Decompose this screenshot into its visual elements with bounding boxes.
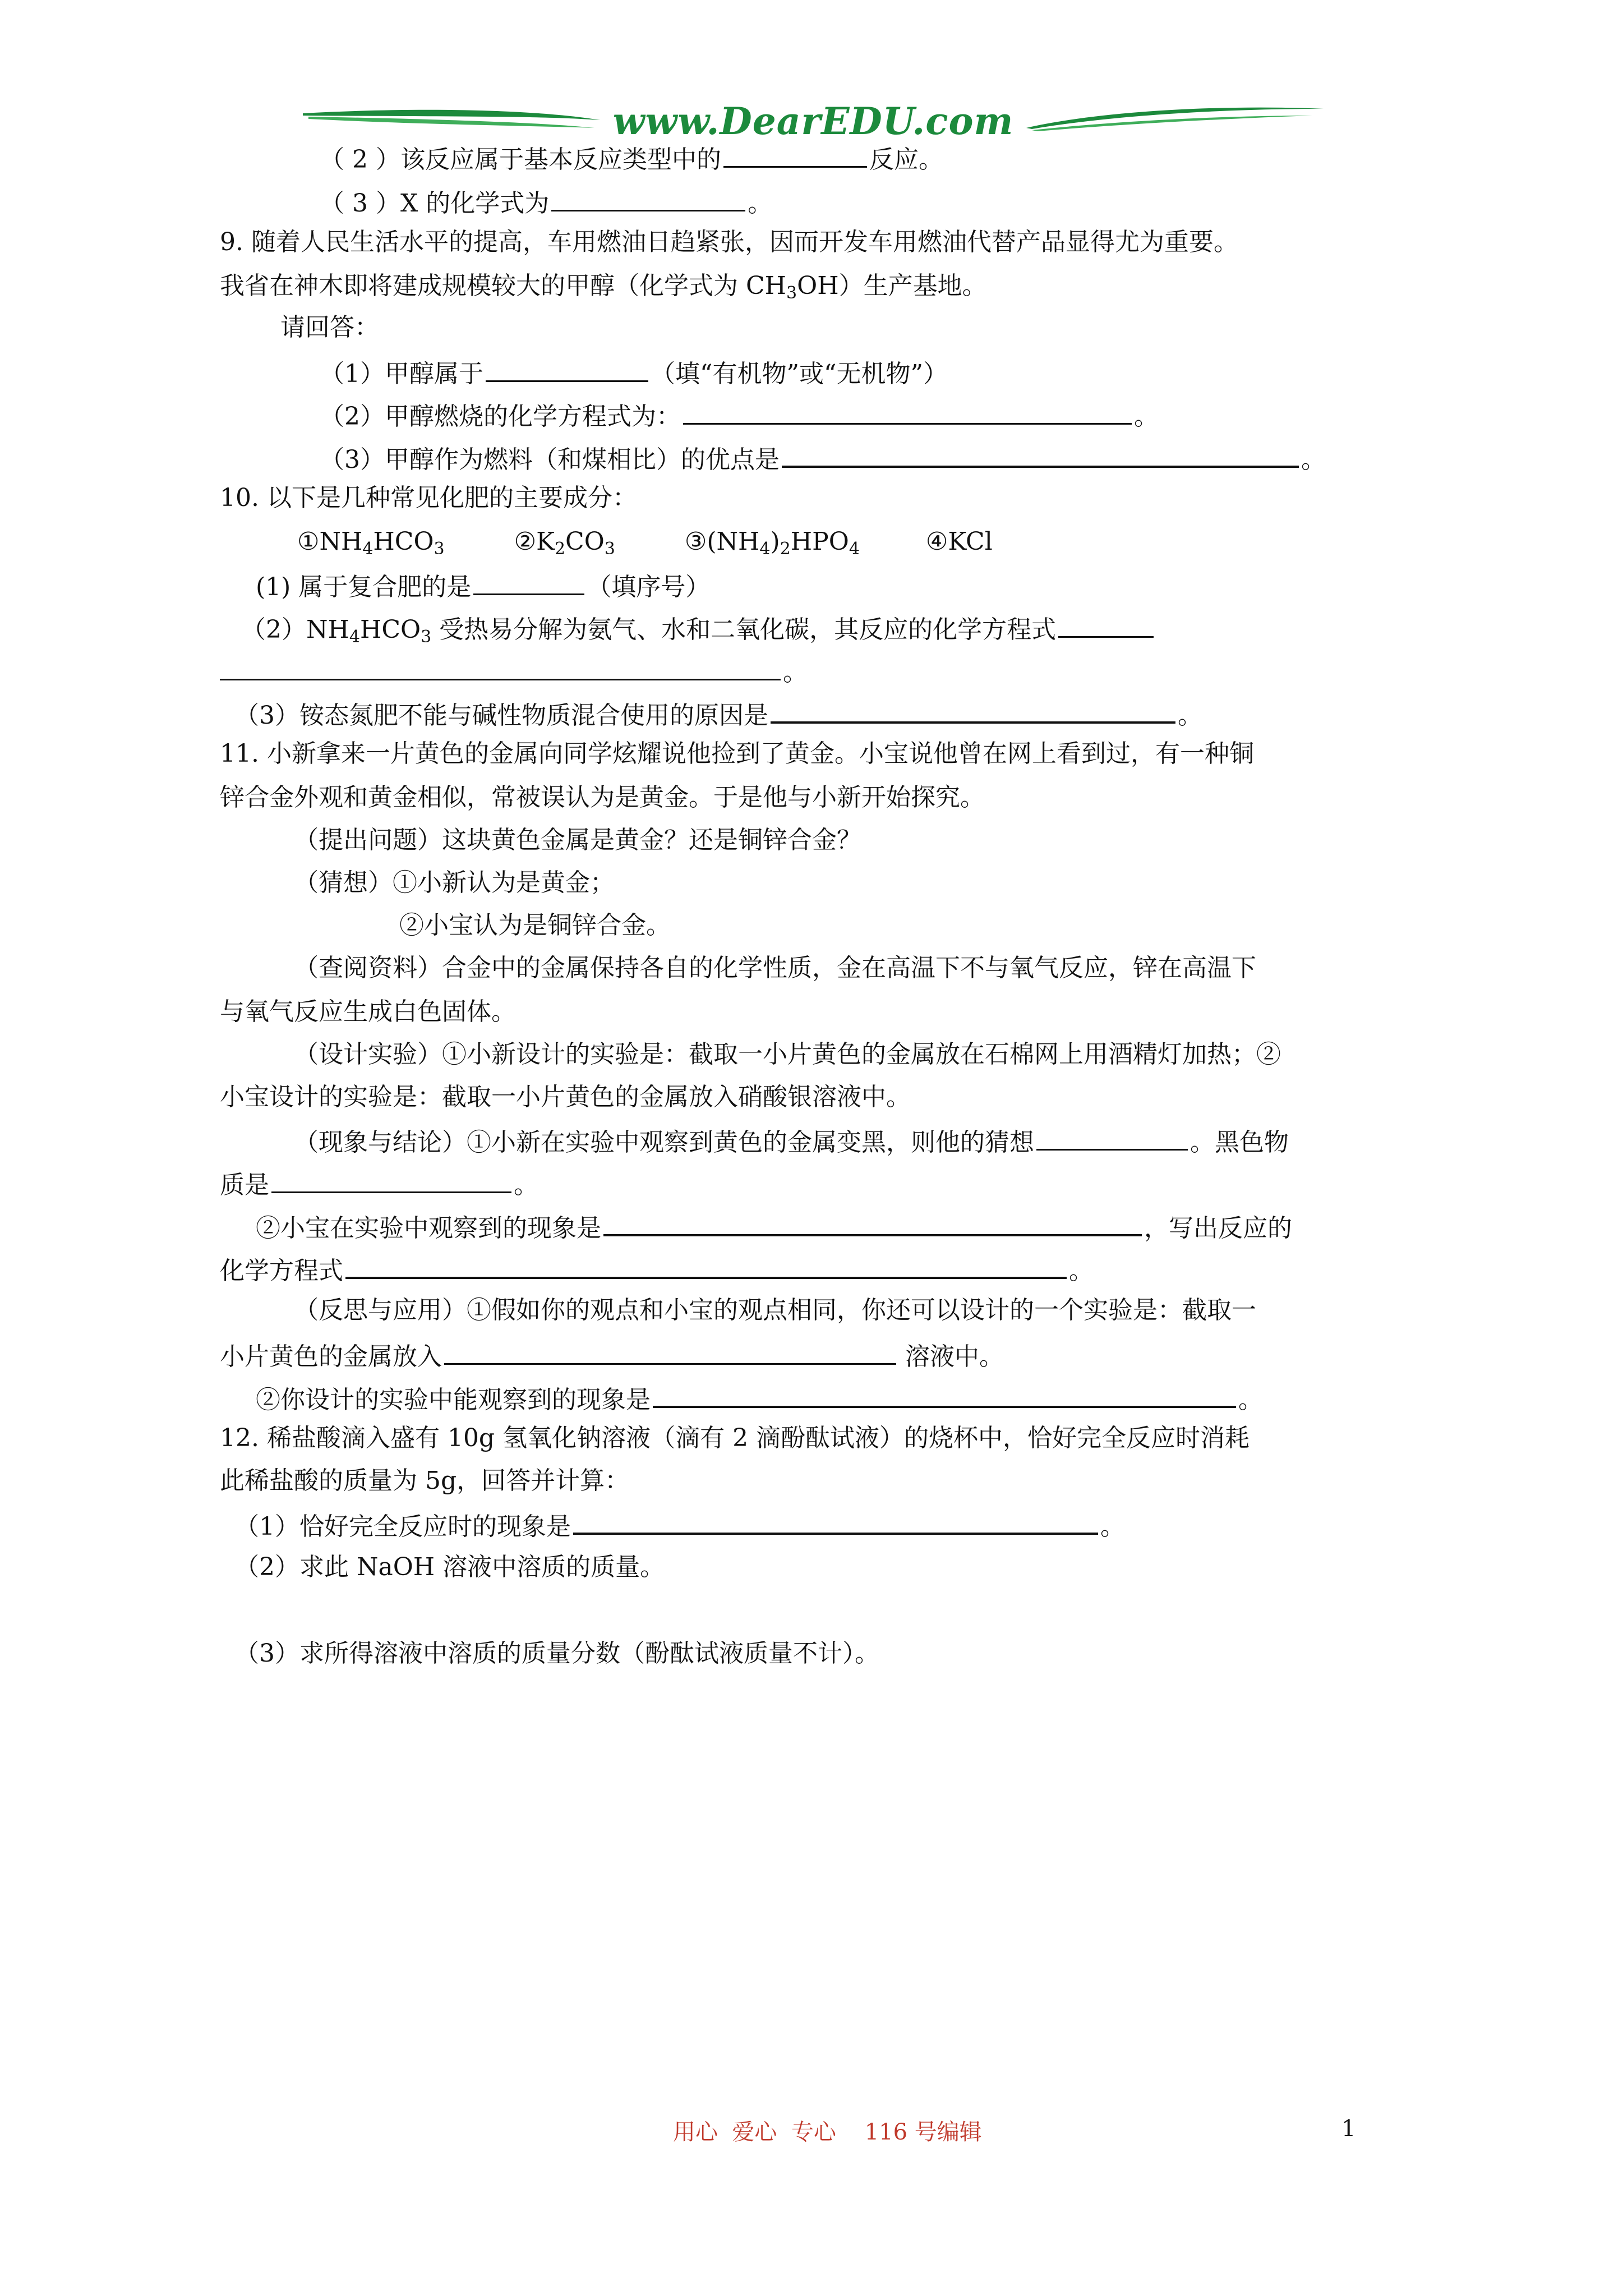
q11-result-line2 [220,1167,538,1201]
q12-p1-text: （1）恰好完全反应时的现象是 [234,1512,571,1541]
q10-p1-suffix: （填序号） [587,573,711,601]
q11-result4-text: 化学方程式 [220,1257,343,1285]
answer-blank[interactable] [653,1381,1236,1408]
q12-part1 [234,1508,1125,1543]
site-logo-text[interactable]: www.DearEDU.com [612,99,1014,143]
fertilizer-item-4: ④KCl [925,527,993,556]
q11-reflect3-suffix: 。 [1238,1386,1263,1414]
answer-blank[interactable] [723,141,867,168]
q10-stem: 10. 以下是几种常见化肥的主要成分： [220,484,637,512]
q9-p3-text: （3）甲醇作为燃料（和煤相比）的优点是 [320,445,780,474]
answer-blank[interactable] [486,356,648,382]
q10-part2 [241,611,1156,646]
answer-blank[interactable] [444,1338,896,1365]
q8-p2-suffix: 反应。 [869,145,943,174]
q9-prompt: 请回答： [280,313,379,342]
q11-result3-text: ②小宝在实验中观察到的现象是 [256,1214,601,1243]
q11-result4-suffix: 。 [1069,1257,1094,1285]
q9-line2-text: 我省在神木即将建成规模较大的甲醇（化学式为 CH [220,272,787,300]
q9-p3-suffix: 。 [1301,445,1326,474]
q9-part1 [320,356,948,390]
answer-blank[interactable] [782,441,1299,468]
q10-fertilizer-list [297,526,993,558]
q11-stem-line2: 锌合金外观和黄金相似，常被误认为是黄金。于是他与小新开始探究。 [220,783,985,812]
q12-p1-suffix: 。 [1100,1512,1125,1541]
q9-line2-suffix: OH）生产基地。 [797,272,987,300]
q10-p3-suffix: 。 [1178,701,1202,730]
q9-p1-text: （1）甲醇属于 [320,360,483,388]
q10-p2-formula: HCO [359,615,421,644]
subscript: 3 [421,627,432,647]
q11-design-line1: （设计实验）①小新设计的实验是：截取一小片黄色的金属放在石棉网上用酒精灯加热；② [294,1040,1281,1069]
q9-stem-line1: 9. 随着人民生活水平的提高，车用燃油日趋紧张，因而开发车用燃油代替产品显得尤为重要。 [220,228,1238,256]
q8-part2 [320,141,943,176]
q11-reflect2-suffix: 溶液中。 [905,1342,1004,1371]
q8-p3-text: （ 3 ）X 的化学式为 [320,189,550,218]
q12-part2: （2）求此 NaOH 溶液中溶质的质量。 [234,1553,665,1581]
answer-blank[interactable] [345,1252,1067,1279]
answer-blank[interactable] [551,185,745,211]
q11-result2-text: 质是 [220,1171,269,1199]
q10-p2-text: （2）NH [241,615,349,644]
q11-result1-suffix: 。黑色物 [1190,1128,1289,1157]
q9-p1-suffix: （填“有机物”或“无机物”） [651,360,948,388]
q12-stem-line2: 此稀盐酸的质量为 5g，回答并计算： [220,1466,630,1495]
answer-blank[interactable] [271,1167,511,1193]
q10-p1-text: (1) 属于复合肥的是 [256,573,472,601]
q10-part2-cont [220,654,808,688]
answer-blank[interactable] [473,569,584,595]
q12-stem-line1: 12. 稀盐酸滴入盛有 10g 氢氧化钠溶液（滴有 2 滴酚酞试液）的烧杯中，恰好完全反应时消耗 [220,1424,1250,1452]
q11-result-line1 [294,1124,1289,1158]
q11-reflect2-text: 小片黄色的金属放入 [220,1342,442,1371]
q11-result-line3 [256,1209,1292,1244]
q10-p2-end: 。 [783,658,808,687]
answer-blank[interactable] [220,654,781,680]
fertilizer-item-3: $③(NH_4)_2HPO_4$ [684,527,860,559]
answer-blank[interactable] [1058,611,1154,638]
answer-blank[interactable] [603,1209,1142,1236]
page-number: 1 [1341,2116,1356,2142]
fertilizer-item-2: $②K_2CO_3$ [514,527,615,559]
q9-p2-text: （2）甲醇燃烧的化学方程式为： [320,402,681,431]
q12-part3: （3）求所得溶液中溶质的质量分数（酚酞试液质量不计）。 [234,1639,879,1668]
answer-blank[interactable] [771,697,1175,724]
q8-part3 [320,185,772,219]
q11-result3-suffix: ，写出反应的 [1144,1214,1292,1243]
q9-stem-line2 [220,270,987,302]
subscript: 4 [349,627,360,647]
q8-p2-text: （ 2 ）该反应属于基本反应类型中的 [320,145,721,174]
q8-p3-suffix: 。 [748,189,773,218]
q10-part3 [234,697,1202,731]
q11-guess1: （猜想）①小新认为是黄金； [294,868,615,897]
q11-reflect-line1: （反思与应用）①假如你的观点和小宝的观点相同，你还可以设计的一个实验是：截取一 [294,1296,1256,1324]
q9-p2-suffix: 。 [1134,402,1159,431]
q10-p3-text: （3）铵态氮肥不能与碱性物质混合使用的原因是 [234,701,768,730]
q11-result-line4 [220,1252,1094,1287]
fertilizer-item-1: $①NH_4HCO_3$ [297,527,445,559]
q11-design-line2: 小宝设计的实验是：截取一小片黄色的金属放入硝酸银溶液中。 [220,1083,911,1111]
q9-part2 [320,398,1159,432]
q11-guess2: ②小宝认为是铜锌合金。 [399,911,671,940]
q10-part1 [256,569,710,603]
subscript: 3 [786,283,797,303]
answer-blank[interactable] [573,1508,1098,1535]
q11-stem-line1: 11. 小新拿来一片黄色的金属向同学炫耀说他捡到了黄金。小宝说他曾在网上看到过，有一种铜 [220,739,1254,768]
q11-result1-text: （现象与结论）①小新在实验中观察到黄色的金属变黑，则他的猜想 [294,1128,1034,1157]
q11-question: （提出问题）这块黄色金属是黄金？还是铜锌合金？ [294,826,861,854]
header-banner [303,96,1324,147]
answer-blank[interactable] [683,398,1132,425]
q9-part3 [320,441,1326,476]
q11-reference-line1: （查阅资料）合金中的金属保持各自的化学性质，金在高温下不与氧气反应，锌在高温下 [294,954,1256,982]
q11-reflect-line3 [256,1381,1263,1416]
q11-reflect-line2 [220,1338,1004,1373]
q11-result2-suffix: 。 [514,1171,538,1199]
q10-p2-suffix: 受热易分解为氨气、水和二氧化碳，其反应的化学方程式 [431,615,1057,644]
q11-reflect3-text: ②你设计的实验中能观察到的现象是 [256,1386,651,1414]
answer-blank[interactable] [1036,1124,1188,1151]
footer-credit: 用心 爱心 专心 116 号编辑 [673,2119,982,2145]
q11-reference-line2: 与氧气反应生成白色固体。 [220,997,516,1026]
